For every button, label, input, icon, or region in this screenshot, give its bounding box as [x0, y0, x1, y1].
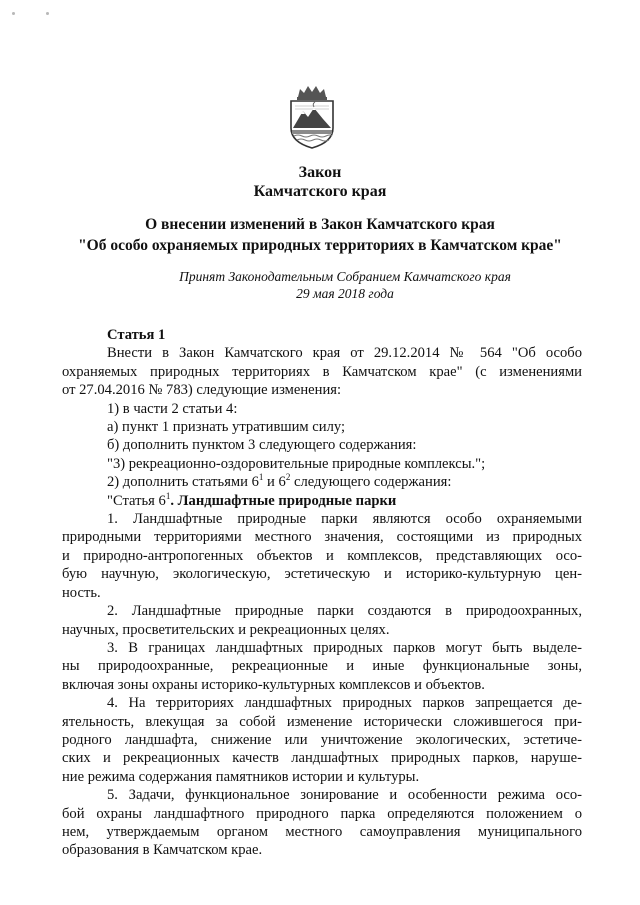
scan-speck: [12, 12, 15, 15]
paragraph-line: 1. Ландшафтные природные парки являются особо охраняемыми: [107, 511, 582, 528]
amendment-item: "3) рекреационно-оздоровительные природные комплексы.";: [107, 455, 486, 472]
paragraph-line: научных, просветительских и рекреационных целях.: [62, 621, 390, 638]
paragraph-line: нем, утверждаемым органом местного самоуправления муниципального: [62, 823, 582, 840]
subject-line: О внесении изменений в Закон Камчатского края: [145, 216, 495, 233]
paragraph-line: ятельность, влекущая за собой изменение исторически сложившегося при-: [62, 713, 582, 730]
item2-text: и 6: [263, 474, 286, 491]
paragraph-line: ние режима содержания памятников истории и культуры.: [62, 768, 420, 785]
paragraph-line: и природно-антропогенных объектов и комплексов, представляющих осо-: [62, 547, 582, 564]
paragraph-line: ны природоохранные, рекреационные и иные функциональные зоны,: [62, 658, 582, 675]
law-word: Закон: [298, 164, 342, 181]
subject-line: "Об особо охраняемых природных территориях в Камчатском крае": [78, 237, 562, 254]
article-1: [62, 326, 582, 860]
intro-line: охраняемых природных территориях в Камчатском крае" (с изменениями: [62, 363, 582, 380]
paragraph-line: ность.: [62, 584, 101, 601]
scan-speck: [46, 12, 49, 15]
paragraph-line: бую научную, экологическую, эстетическую и историко-культурную цен-: [62, 566, 582, 583]
adoption-note: [110, 268, 580, 302]
adopted-by: Принят Законодательным Собранием Камчатского края: [179, 269, 511, 284]
paragraph-line: природными территориями местного значения, состоящими из природных: [62, 529, 582, 546]
new-article-number: "Статья 6: [107, 492, 166, 509]
paragraph-line: 2. Ландшафтные природные парки создаются в природоохранных,: [107, 603, 582, 620]
paragraph-line: родного ландшафта, снижение или уничтожение экологических, эстетиче-: [62, 731, 582, 748]
amendment-item: б) дополнить пунктом 3 следующего содержания:: [107, 437, 417, 454]
paragraph-line: ских и рекреационных качеств ландшафтных природных парков, наруше-: [62, 750, 582, 767]
law-subject: [60, 214, 580, 256]
law-title: [60, 163, 580, 201]
new-article-title: . Ландшафтные природные парки: [170, 492, 397, 509]
amendment-item: 1) в части 2 статьи 4:: [107, 400, 238, 417]
paragraph-line: 5. Задачи, функциональное зонирование и особенности режима осо-: [107, 787, 582, 804]
law-region: Камчатского края: [253, 183, 387, 200]
paragraph-line: бой охраны ландшафтного природного парка определяются положением о: [62, 805, 582, 822]
item2-text: следующего содержания:: [290, 474, 452, 491]
superscript: 2: [285, 472, 291, 483]
new-article-heading: [62, 492, 582, 510]
intro-line: от 27.04.2016 № 783) следующие изменения:: [62, 382, 342, 399]
item2-text: 2) дополнить статьями 6: [107, 474, 259, 491]
intro-line: Внести в Закон Камчатского края от 29.12.2014 № 564 "Об особо: [107, 345, 582, 362]
superscript: 1: [165, 490, 171, 501]
paragraph-line: образования в Камчатском крае.: [62, 842, 263, 859]
superscript: 1: [258, 472, 264, 483]
amendment-item-2: [62, 473, 582, 491]
paragraph-line: 4. На территориях ландшафтных природных парков запрещается де-: [107, 695, 582, 712]
kamchatka-coat-of-arms-icon: [283, 84, 341, 150]
adopted-date: 29 мая 2018 года: [296, 286, 394, 301]
article-heading: Статья 1: [107, 327, 166, 343]
amendment-item: а) пункт 1 признать утратившим силу;: [107, 419, 346, 436]
paragraph-line: 3. В границах ландшафтных природных парков могут быть выделе-: [107, 639, 582, 656]
paragraph-line: включая зоны охраны историко-культурных комплексов и объектов.: [62, 676, 485, 693]
